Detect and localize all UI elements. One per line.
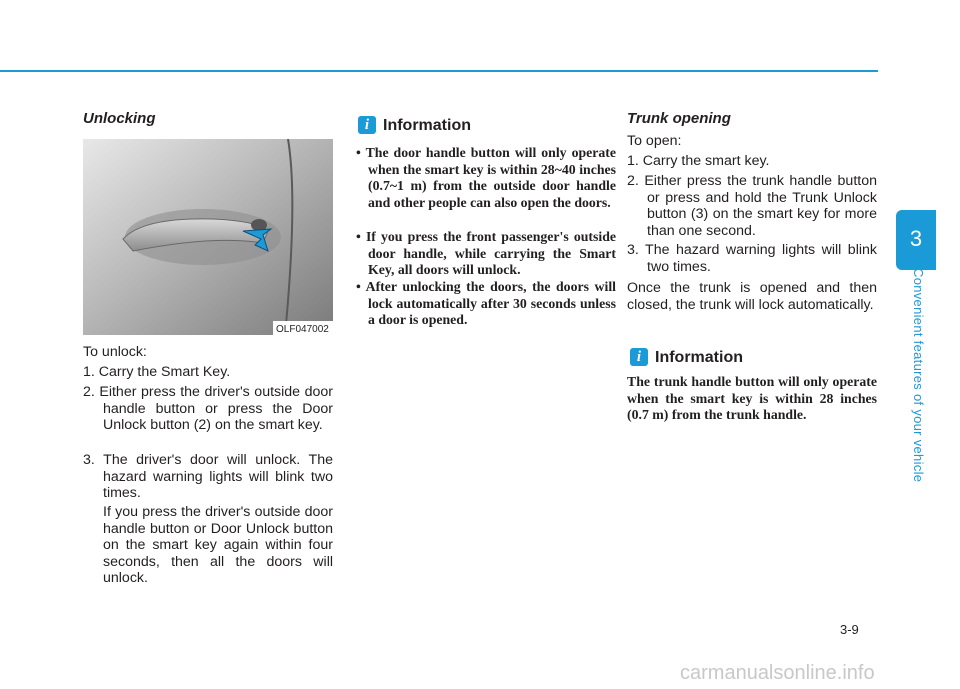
trunk-intro: To open:	[627, 133, 682, 149]
info-icon: i	[630, 348, 648, 366]
trunk-closing: Once the trunk is opened and then closed, the trunk will lock automatically.	[627, 280, 877, 313]
info-bullet-1: • The door handle button will only operate when the smart key is within 28~40 inches (0.7~1 m) from the outside door handle and other people can also open the doors.	[356, 145, 617, 210]
figure-code: OLF047002	[276, 324, 329, 335]
trunk-step-2: 2. Either press the trunk handle button or press and hold the Trunk Unlock button (3) on the smart key for more than one second.	[627, 173, 877, 239]
door-handle-figure	[83, 139, 333, 335]
section-heading-unlocking: Unlocking	[83, 110, 156, 127]
info-title: Information	[655, 349, 743, 366]
info-icon: i	[358, 116, 376, 134]
unlock-step-2: 2. Either press the driver's outside door handle button or press the Door Unlock button (2) on the smart key.	[83, 384, 333, 433]
unlock-note: If you press the driver's outside door handle button or Door Unlock button on the smart key again within four seconds, then all the doors will unlock.	[103, 504, 333, 586]
watermark: carmanualsonline.info	[680, 662, 875, 684]
page-number: 3-9	[840, 622, 859, 637]
chapter-label: Convenient features of your vehicle	[911, 268, 926, 483]
unlock-step-3: 3. The driver's door will unlock. The hazard warning lights will blink two times.	[83, 452, 333, 501]
unlock-intro: To unlock:	[83, 344, 147, 360]
section-heading-trunk: Trunk opening	[627, 110, 731, 127]
unlock-step-1: 1. Carry the Smart Key.	[83, 364, 231, 380]
trunk-info-text: The trunk handle button will only operate when the smart key is within 28 inches (0.7 m) from the trunk handle.	[627, 374, 877, 423]
info-title: Information	[383, 117, 471, 134]
chapter-tab: 3	[896, 210, 936, 270]
header-rule	[0, 70, 878, 72]
info-bullet-3: • After unlocking the doors, the doors will lock automatically after 30 seconds unless a door is opened.	[356, 279, 616, 328]
info-bullet-2: • If you press the front passenger's outside door handle, while carrying the Smart Key, all doors will unlock.	[356, 229, 617, 278]
trunk-step-1: 1. Carry the smart key.	[627, 153, 770, 169]
trunk-step-3: 3. The hazard warning lights will blink two times.	[627, 242, 877, 275]
